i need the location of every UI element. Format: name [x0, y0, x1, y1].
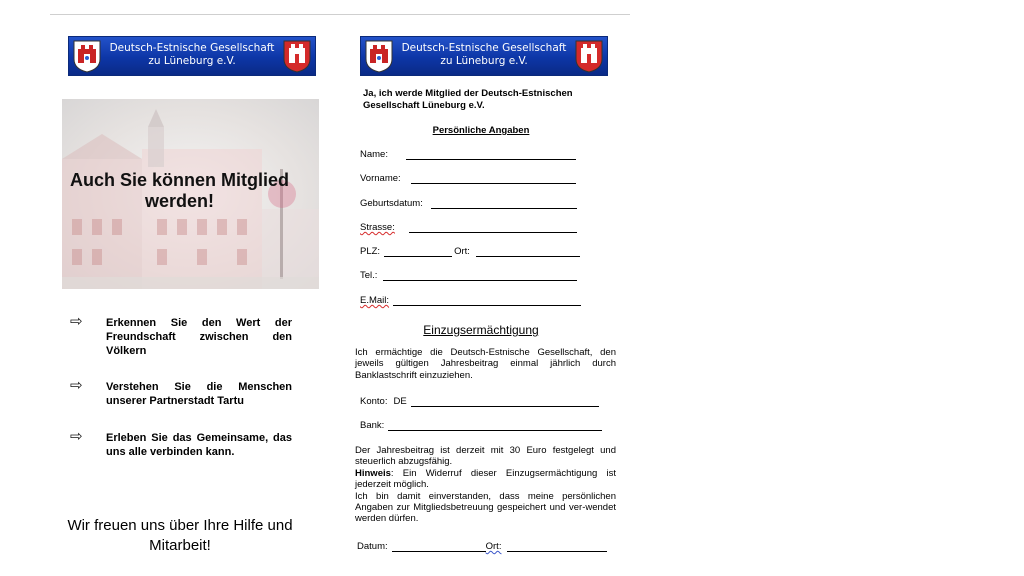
hinweis-text: : Ein Widerruf dieser Einzugsermächtigung ist jederzeit möglich. — [355, 467, 616, 491]
email-label: E.Mail: — [360, 295, 390, 306]
bank-label: Bank: — [360, 420, 385, 431]
datum-label: Datum: — [357, 541, 388, 552]
geburtsdatum-line[interactable] — [431, 198, 577, 209]
fee-text — [355, 445, 616, 525]
ort-line[interactable] — [476, 246, 580, 257]
photo-headline: Auch Sie können Mitglied werden! — [69, 170, 289, 211]
tel-label: Tel.: — [360, 270, 378, 281]
town-hall-photo — [62, 99, 319, 289]
society-banner-left — [68, 36, 316, 76]
vorname-label: Vorname: — [360, 173, 401, 184]
strasse-label: Strasse: — [360, 222, 395, 233]
fee-sentence: Der Jahresbeitrag ist derzeit mit 30 Euro festgelegt und steuerlich abzugsfähig. — [355, 445, 616, 468]
benefit-text: Erleben Sie das Gemeinsame, das uns alle verbinden kann. — [106, 432, 292, 458]
strasse-line[interactable] — [409, 222, 577, 233]
ort-label: Ort: — [454, 246, 470, 257]
hinweis-label: Hinweis — [355, 467, 391, 479]
arrow-right-icon: ⇨ — [70, 377, 83, 394]
ort-label-bottom: Ort: — [485, 541, 502, 552]
debit-heading: Einzugsermächtigung — [423, 323, 539, 337]
closing-message: Wir freuen uns über Ihre Hilfe und Mitarbeit! — [67, 517, 293, 554]
tel-field[interactable] — [360, 270, 577, 281]
banner-line2: zu Lüneburg e.V. — [148, 55, 236, 67]
arrow-right-icon: ⇨ — [70, 313, 83, 330]
konto-field[interactable] — [360, 396, 599, 407]
plz-line[interactable] — [384, 246, 452, 257]
ort-line-bottom[interactable] — [507, 541, 607, 552]
konto-label: Konto: — [360, 396, 388, 407]
bank-field[interactable] — [360, 420, 602, 431]
coat-of-arms-icon — [72, 39, 102, 73]
consent-text: Ich bin damit einverstanden, dass meine persönlichen Angaben zur Mitgliedsbetreuung gespeichert und ver-wendet werden dürfen. — [355, 490, 616, 525]
benefit-text: Erkennen Sie den Wert der Freundschaft zwischen den Völkern — [106, 317, 292, 357]
strasse-field[interactable] — [360, 222, 577, 233]
email-line[interactable] — [393, 295, 581, 306]
arrow-right-icon: ⇨ — [70, 428, 83, 445]
benefit-item — [70, 377, 292, 408]
konto-prefix: DE — [393, 396, 407, 407]
benefit-text: Verstehen Sie die Menschen unserer Partnerstadt Tartu — [106, 381, 292, 407]
name-field[interactable] — [360, 149, 576, 160]
geburtsdatum-label: Geburtsdatum: — [360, 198, 423, 209]
banner-line2: zu Lüneburg e.V. — [440, 55, 528, 67]
bank-line[interactable] — [388, 420, 602, 431]
datum-ort-field[interactable] — [357, 541, 607, 552]
benefit-item — [70, 428, 292, 459]
name-label: Name: — [360, 149, 388, 160]
benefit-item — [70, 313, 292, 358]
banner-line1: Deutsch-Estnische Gesellschaft — [401, 42, 567, 54]
vorname-field[interactable] — [360, 173, 576, 184]
geburtsdatum-field[interactable] — [360, 198, 577, 209]
datum-line[interactable] — [392, 541, 486, 552]
plz-ort-field[interactable] — [360, 246, 580, 257]
personal-heading: Persönliche Angaben — [432, 125, 530, 136]
name-line[interactable] — [406, 149, 576, 160]
email-field[interactable] — [360, 295, 581, 306]
membership-form — [355, 0, 617, 576]
debit-text: Ich ermächtige die Deutsch-Estnische Gesellschaft, den jeweils gültigen Jahresbeitrag einmal jährlich durch Banklastschrift einzuziehen. — [355, 347, 616, 381]
vorname-line[interactable] — [411, 173, 576, 184]
konto-line[interactable] — [411, 396, 599, 407]
form-intro: Ja, ich werde Mitglied der Deutsch-Estnischen Gesellschaft Lüneburg e.V. — [363, 88, 573, 111]
tel-line[interactable] — [383, 270, 577, 281]
coat-of-arms-icon — [282, 39, 312, 73]
plz-label: PLZ: — [360, 246, 381, 257]
banner-line1: Deutsch-Estnische Gesellschaft — [109, 42, 275, 54]
